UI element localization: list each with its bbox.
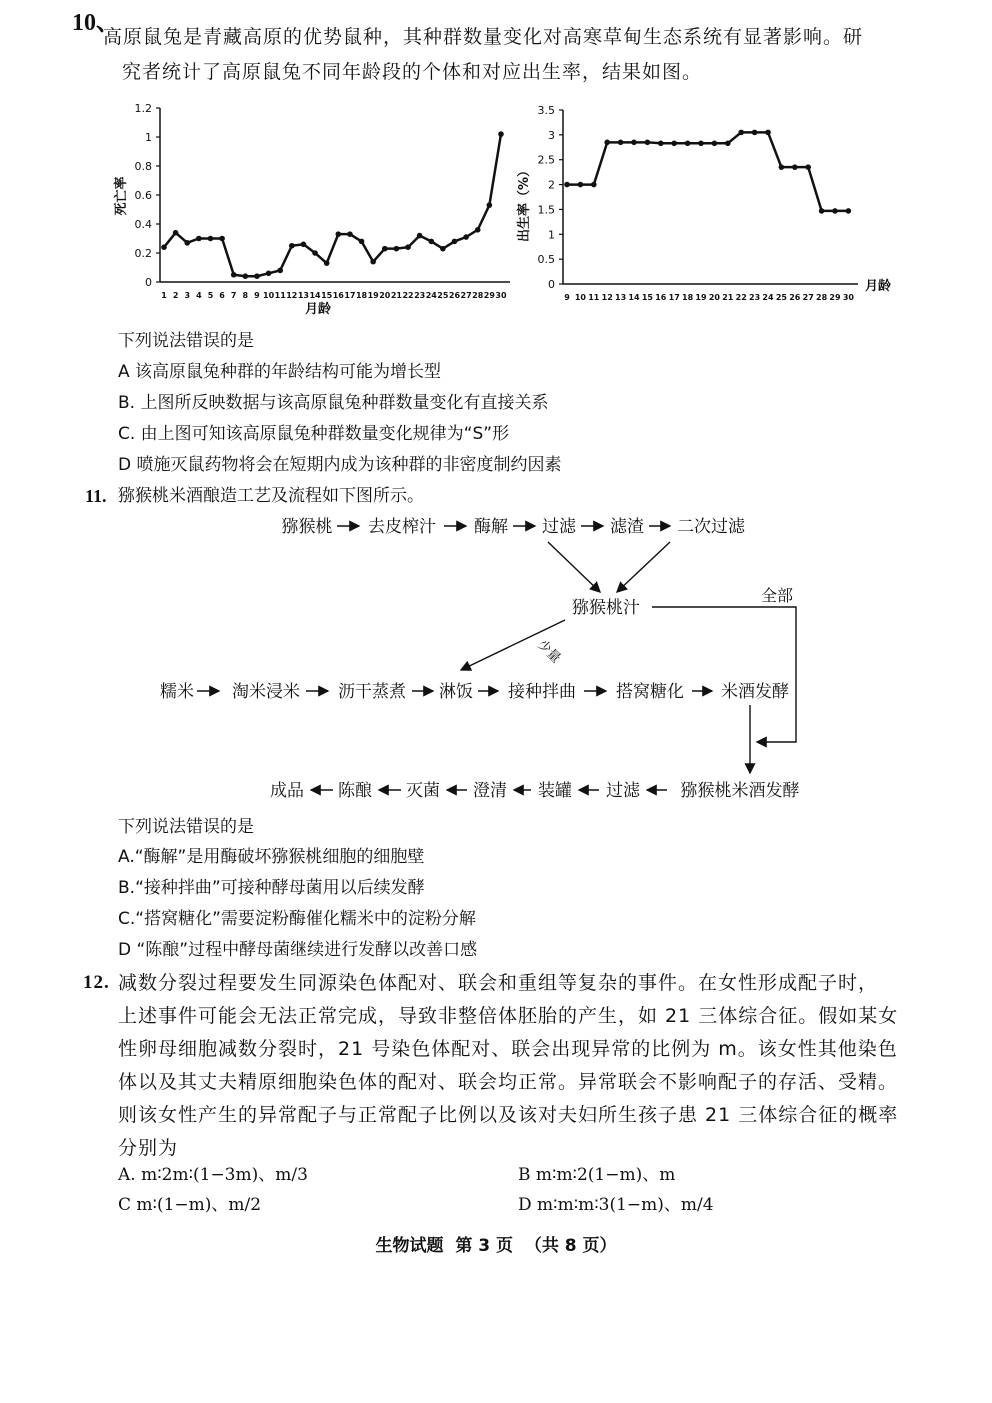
mortality-xtick-label: 26 xyxy=(448,291,461,300)
birthrate-chart xyxy=(510,98,905,308)
node-drain-steam: 沥干蒸煮 xyxy=(338,682,406,702)
birthrate-xtick-label: 21 xyxy=(722,293,734,302)
birthrate-ytick-label: 2.5 xyxy=(537,153,555,167)
mortality-axes xyxy=(160,108,510,282)
mortality-data-point xyxy=(324,260,330,266)
mortality-data-point xyxy=(336,231,342,237)
birthrate-data-point xyxy=(779,164,785,170)
birthrate-y-label: 出生率（%） xyxy=(517,163,532,243)
mortality-xtick-label: 13 xyxy=(297,291,310,300)
mortality-xtick-label: 24 xyxy=(425,291,437,300)
mortality-xtick-label: 30 xyxy=(495,291,507,300)
mortality-data-point xyxy=(382,246,388,252)
birthrate-data-point xyxy=(671,141,677,147)
mortality-data-point xyxy=(394,246,400,252)
birthrate-xtick-label: 22 xyxy=(735,293,747,302)
mortality-xtick-label: 25 xyxy=(437,291,449,300)
birthrate-ytick-label: 1 xyxy=(548,228,555,242)
q12-option-b: B m∶m∶2(1−m)、m xyxy=(518,1165,676,1185)
birthrate-data-point xyxy=(658,141,664,147)
q10-option-a: A 该高原鼠兔种群的年龄结构可能为增长型 xyxy=(118,362,442,382)
birthrate-xtick-label: 30 xyxy=(842,293,854,302)
q11-prompt: 下列说法错误的是 xyxy=(118,817,254,837)
birthrate-data-point xyxy=(578,182,584,188)
q10-line1: 高原鼠兔是青藏高原的优势鼠种，其种群数量变化对高寒草甸生态系统有显著影响。研 xyxy=(103,26,864,48)
mortality-data-point xyxy=(370,259,376,265)
node-kiwi-juice: 猕猴桃汁 xyxy=(572,598,640,618)
node-aging: 陈酿 xyxy=(338,781,372,801)
birthrate-ytick-label: 2 xyxy=(548,178,555,192)
mortality-x-label: 月龄 xyxy=(304,302,332,317)
mortality-data-point xyxy=(196,236,202,242)
birthrate-xtick-label: 18 xyxy=(682,293,694,302)
mortality-xtick-label: 28 xyxy=(472,291,484,300)
birthrate-x-label: 月龄 xyxy=(864,279,892,294)
birthrate-data-point xyxy=(805,164,811,170)
mortality-xtick-label: 1 xyxy=(161,291,167,300)
mortality-data-point xyxy=(266,271,272,277)
q10-number: 10、 xyxy=(72,10,120,36)
mortality-xtick-label: 14 xyxy=(309,291,321,300)
q11-option-d: D “陈酿”过程中酵母菌继续进行发酵以改善口感 xyxy=(118,940,478,960)
birthrate-ytick-label: 0 xyxy=(548,278,555,291)
birthrate-xtick-label: 9 xyxy=(564,293,570,302)
birthrate-xtick-label: 26 xyxy=(789,293,801,302)
q12-line-5: 则该女性产生的异常配子与正常配子比例以及该对夫妇所生孩子患 21 三体综合征的概率 xyxy=(118,1104,899,1126)
birthrate-xtick-label: 16 xyxy=(655,293,667,302)
mortality-data-point xyxy=(243,273,249,279)
q11-option-c: C.“搭窝糖化”需要淀粉酶催化糯米中的淀粉分解 xyxy=(118,909,476,929)
birthrate-axes xyxy=(563,110,858,284)
birthrate-ytick-label: 0.5 xyxy=(537,253,555,267)
birthrate-ytick-label: 3.5 xyxy=(537,104,555,117)
mortality-ytick-label: 0.2 xyxy=(134,247,152,260)
mortality-xtick-label: 19 xyxy=(367,291,379,300)
node-canning: 装罐 xyxy=(538,781,572,801)
node-clarify: 澄清 xyxy=(473,781,507,801)
node-enzymolysis: 酶解 xyxy=(474,517,508,537)
birthrate-data-point xyxy=(846,208,852,214)
birthrate-data-point xyxy=(685,141,691,147)
mortality-xtick-label: 20 xyxy=(379,291,391,300)
mortality-ytick-label: 0.6 xyxy=(134,189,152,202)
birthrate-xtick-label: 17 xyxy=(668,293,680,302)
mortality-y-label: 死亡率 xyxy=(114,176,129,216)
mortality-data-point xyxy=(301,242,307,248)
birthrate-data-point xyxy=(752,130,758,136)
to-juice-arrows xyxy=(548,542,670,592)
mortality-xtick-label: 29 xyxy=(483,291,495,300)
mortality-xtick-label: 18 xyxy=(355,291,368,300)
mortality-ytick-label: 1.2 xyxy=(134,102,152,115)
q10-prompt: 下列说法错误的是 xyxy=(118,331,254,351)
birthrate-xtick-label: 24 xyxy=(762,293,774,302)
q11-option-a: A.“酶解”是用酶破坏猕猴桃细胞的细胞壁 xyxy=(118,847,425,867)
birthrate-xtick-label: 15 xyxy=(641,293,653,302)
birthrate-data-point xyxy=(604,140,610,146)
mortality-data-point xyxy=(428,239,434,245)
birthrate-xtick-label: 19 xyxy=(695,293,707,302)
q12-option-d: D m∶m∶m∶3(1−m)、m/4 xyxy=(518,1195,714,1215)
q10-option-c: C. 由上图可知该高原鼠兔种群数量变化规律为“S”形 xyxy=(118,424,510,444)
mortality-data-point xyxy=(487,202,493,208)
birthrate-data-point xyxy=(712,141,718,147)
mortality-data-point xyxy=(173,230,179,236)
mortality-xtick-label: 7 xyxy=(230,291,237,300)
birthrate-xtick-label: 25 xyxy=(775,293,787,302)
mortality-xtick-label: 11 xyxy=(274,291,286,300)
mortality-data-point xyxy=(231,272,237,278)
mortality-xtick-label: 2 xyxy=(172,291,179,300)
mortality-data-point xyxy=(208,236,214,242)
node-kiwi-wine-ferment: 猕猴桃米酒发酵 xyxy=(680,781,800,801)
mortality-data-point xyxy=(359,239,365,245)
mortality-xtick-label: 8 xyxy=(242,291,249,300)
mortality-xtick-label: 10 xyxy=(263,291,275,300)
mortality-data-point xyxy=(440,246,446,252)
birthrate-data-point xyxy=(564,182,570,188)
mortality-ytick-label: 0.4 xyxy=(134,218,152,231)
mortality-ytick-label: 1 xyxy=(145,131,152,144)
birthrate-data-point xyxy=(591,182,597,188)
node-filter-1: 过滤 xyxy=(542,517,576,537)
q12-line-3: 性卵母细胞减数分裂时，21 号染色体配对、联会出现异常的比例为 m。该女性其他染色 xyxy=(118,1038,898,1060)
all-label: 全部 xyxy=(760,586,794,605)
birthrate-data-point xyxy=(738,130,744,136)
birthrate-data-point xyxy=(698,141,704,147)
q12-line-2: 上述事件可能会无法正常完成，导致非整倍体胚胎的产生，如 21 三体综合征。假如某女 xyxy=(118,1005,899,1027)
mortality-data-point xyxy=(184,240,190,246)
mortality-data-point xyxy=(463,234,469,240)
q11-title: 猕猴桃米酒酿造工艺及流程如下图所示。 xyxy=(118,486,424,506)
mortality-xtick-label: 15 xyxy=(321,291,333,300)
node-rice-wine-ferment: 米酒发酵 xyxy=(721,682,789,702)
mortality-data-point xyxy=(219,236,225,242)
mortality-data-point xyxy=(452,239,458,245)
q10-option-d: D 喷施灭鼠药物将会在短期内成为该种群的非密度制约因素 xyxy=(118,455,562,475)
birthrate-data-point xyxy=(618,140,624,146)
mortality-data-point xyxy=(417,233,423,239)
page-footer: 生物试题 第 3 页 （共 8 页） xyxy=(375,1236,617,1256)
mortality-xtick-label: 22 xyxy=(402,291,414,300)
mortality-xtick-label: 17 xyxy=(344,291,356,300)
mortality-data-point xyxy=(161,244,167,250)
birthrate-xtick-label: 29 xyxy=(829,293,841,302)
birthrate-data-point xyxy=(832,208,838,214)
node-glutinous-rice: 糯米 xyxy=(160,682,194,702)
mortality-ytick-label: 0.8 xyxy=(134,160,152,173)
mortality-chart xyxy=(100,95,520,325)
q12-option-c: C m∶(1−m)、m/2 xyxy=(118,1195,262,1215)
mortality-data-point xyxy=(289,243,295,249)
small-label: 少量 xyxy=(534,637,564,667)
q10-line2: 究者统计了高原鼠兔不同年龄段的个体和对应出生率，结果如图。 xyxy=(122,61,703,83)
mortality-series-line xyxy=(164,134,501,276)
mortality-xtick-label: 3 xyxy=(184,291,191,300)
node-rinse-rice: 淋饭 xyxy=(439,682,473,702)
process-flowchart xyxy=(150,505,830,805)
mortality-data-point xyxy=(312,250,318,256)
mortality-xtick-label: 16 xyxy=(332,291,344,300)
mortality-xtick-label: 6 xyxy=(219,291,225,300)
birthrate-data-point xyxy=(645,140,651,146)
q12-line-1: 减数分裂过程要发生同源染色体配对、联会和重组等复杂的事件。在女性形成配子时， xyxy=(118,972,879,994)
node-filter-2: 过滤 xyxy=(606,781,640,801)
q12-line-4: 体以及其丈夫精原细胞染色体的配对、联会均正常。异常联会不影响配子的存活、受精。 xyxy=(118,1071,899,1093)
birthrate-xtick-label: 27 xyxy=(802,293,814,302)
node-kiwi: 猕猴桃 xyxy=(281,517,333,537)
mortality-xtick-label: 12 xyxy=(286,291,298,300)
birthrate-data-point xyxy=(631,140,637,146)
birthrate-data-point xyxy=(765,130,771,136)
q12-option-a: A. m∶2m∶(1−3m)、m/3 xyxy=(118,1165,308,1185)
birthrate-xtick-label: 14 xyxy=(628,293,640,302)
mortality-xtick-label: 9 xyxy=(254,291,260,300)
birthrate-xtick-label: 10 xyxy=(574,293,586,302)
node-inoculate: 接种拌曲 xyxy=(508,682,576,702)
mortality-data-point xyxy=(347,231,353,237)
mortality-ytick-label: 0 xyxy=(145,276,152,289)
node-saccharify: 搭窝糖化 xyxy=(616,682,684,702)
birthrate-xtick-label: 13 xyxy=(615,293,627,302)
mortality-data-point xyxy=(277,268,283,274)
all-path xyxy=(652,607,796,742)
mortality-data-point xyxy=(254,273,260,279)
mortality-xtick-label: 23 xyxy=(414,291,426,300)
birthrate-xtick-label: 20 xyxy=(708,293,720,302)
q10-option-b: B. 上图所反映数据与该高原鼠兔种群数量变化有直接关系 xyxy=(118,393,549,413)
birthrate-ytick-label: 3 xyxy=(548,128,555,142)
mortality-xtick-label: 27 xyxy=(460,291,472,300)
birthrate-data-point xyxy=(819,208,825,214)
birthrate-data-point xyxy=(792,164,798,170)
node-wash-soak: 淘米浸米 xyxy=(232,682,300,702)
node-residue: 滤渣 xyxy=(610,517,644,537)
birthrate-xtick-label: 12 xyxy=(601,293,613,302)
node-peel-juice: 去皮榨汁 xyxy=(368,517,436,537)
mortality-xtick-label: 4 xyxy=(196,291,202,300)
q12-line-6: 分别为 xyxy=(118,1137,179,1159)
birthrate-ytick-label: 1.5 xyxy=(537,203,555,217)
mortality-xtick-label: 21 xyxy=(390,291,402,300)
mortality-data-point xyxy=(475,227,481,233)
node-product: 成品 xyxy=(270,781,304,801)
birthrate-xtick-label: 28 xyxy=(816,293,828,302)
birthrate-xtick-label: 11 xyxy=(588,293,600,302)
node-second-filter: 二次过滤 xyxy=(677,517,745,537)
mortality-xtick-label: 5 xyxy=(207,291,214,300)
node-sterilize: 灭菌 xyxy=(406,781,440,801)
mortality-data-point xyxy=(498,131,504,137)
q11-number: 11. xyxy=(85,486,107,506)
q11-option-b: B.“接种拌曲”可接种酵母菌用以后续发酵 xyxy=(118,878,425,898)
birthrate-xtick-label: 23 xyxy=(749,293,761,302)
birthrate-data-point xyxy=(725,141,731,147)
q12-number: 12. xyxy=(83,972,110,993)
mortality-data-point xyxy=(405,244,411,250)
